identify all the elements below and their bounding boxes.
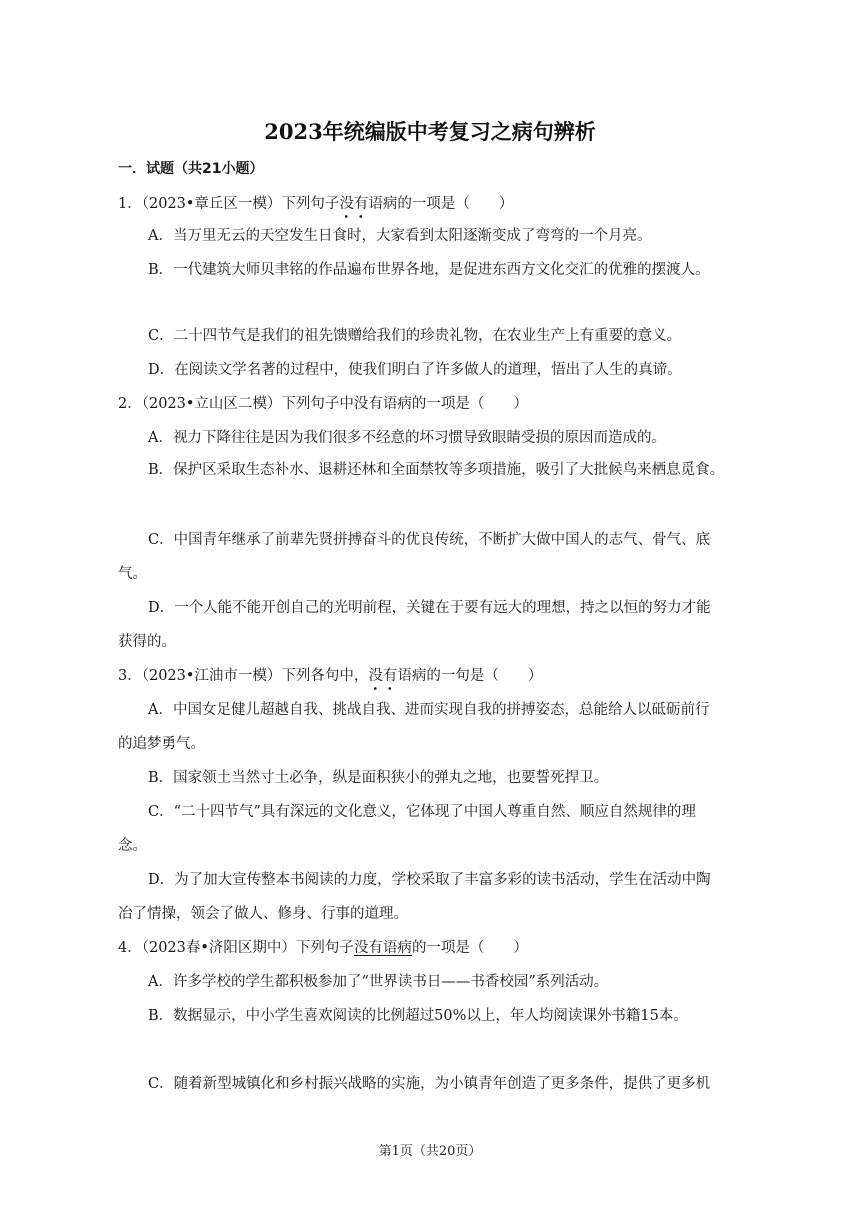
question-2-option-d-line2: 获得的。 xyxy=(118,634,176,650)
question-3-stem: 3．（2023•江油市一模）下列各句中，没有语病的一句是（ ） xyxy=(118,668,543,684)
page-footer: 第1页（共20页） xyxy=(378,1144,482,1159)
question-1-option-a: A．当万里无云的天空发生日食时，大家看到太阳逐渐变成了弯弯的一个月亮。 xyxy=(148,228,652,244)
emphasis-dots: 没有 xyxy=(368,668,398,684)
question-3-option-a-line1: A．中国女足健儿超越自我、挑战自我、进而实现自我的拼搏姿态，总能给人以砥砺前行 xyxy=(148,702,710,718)
question-3-option-b: B．国家领土当然寸土必争，纵是面积狭小的弹丸之地，也要誓死捍卫。 xyxy=(148,770,609,786)
question-1-option-c: C．二十四节气是我们的祖先馈赠给我们的珍贵礼物，在农业生产上有重要的意义。 xyxy=(148,328,682,344)
question-2-stem: 2．（2023•立山区二模）下列句子中没有语病的一项是（ ） xyxy=(118,396,528,412)
question-2-option-a: A．视力下降往往是因为我们很多不经意的坏习惯导致眼睛受损的原因而造成的。 xyxy=(148,430,666,446)
question-3-option-d-line2: 冶了情操，领会了做人、修身、行事的道理。 xyxy=(118,906,408,922)
question-1-stem: 1．（2023•章丘区一模）下列句子没有语病的一项是（ ） xyxy=(118,196,514,212)
question-3-option-c-line1: C．“二十四节气”具有深远的文化意义，它体现了中国人尊重自然、顺应自然规律的理 xyxy=(148,804,696,820)
emphasis-dots: 没有 xyxy=(339,196,369,212)
question-2-option-c-line2: 气。 xyxy=(118,566,147,582)
question-2-option-d-line1: D．一个人能不能开创自己的光明前程，关键在于要有远大的理想，持之以恒的努力才能 xyxy=(148,600,711,616)
question-2-option-c-line1: C．中国青年继承了前辈先贤拼搏奋斗的优良传统，不断扩大做中国人的志气、骨气、底 xyxy=(148,532,711,548)
question-4-option-c: C．随着新型城镇化和乡村振兴战略的实施，为小镇青年创造了更多条件，提供了更多机 xyxy=(148,1076,711,1092)
question-4-option-a: A．许多学校的学生都积极参加了“世界读书日——书香校园”系列活动。 xyxy=(148,974,609,990)
question-2-option-b: B．保护区采取生态补水、退耕还林和全面禁牧等多项措施，吸引了大批候鸟来栖息觅食。 xyxy=(148,462,725,478)
document-title: 2023年统编版中考复习之病句辨析 xyxy=(264,119,596,144)
question-1-option-d: D．在阅读文学名著的过程中，使我们明白了许多做人的道理，悟出了人生的真谛。 xyxy=(148,362,682,378)
section-heading: 一．试题（共21小题） xyxy=(118,161,264,177)
underlined-phrase: 没有语病 xyxy=(353,940,412,956)
question-4-option-b: B．数据显示，中小学生喜欢阅读的比例超过50%以上，年人均阅读课外书籍15本。 xyxy=(148,1008,688,1024)
question-1-option-b: B．一代建筑大师贝聿铭的作品遍布世界各地，是促进东西方文化交汇的优雅的摆渡人。 xyxy=(148,262,710,278)
question-3-option-d-line1: D．为了加大宣传整本书阅读的力度，学校采取了丰富多彩的读书活动，学生在活动中陶 xyxy=(148,872,711,888)
question-3-option-c-line2: 念。 xyxy=(118,838,147,854)
question-3-option-a-line2: 的追梦勇气。 xyxy=(118,736,205,752)
question-4-stem: 4．（2023春•济阳区期中）下列句子没有语病的一项是（ ） xyxy=(118,940,528,956)
